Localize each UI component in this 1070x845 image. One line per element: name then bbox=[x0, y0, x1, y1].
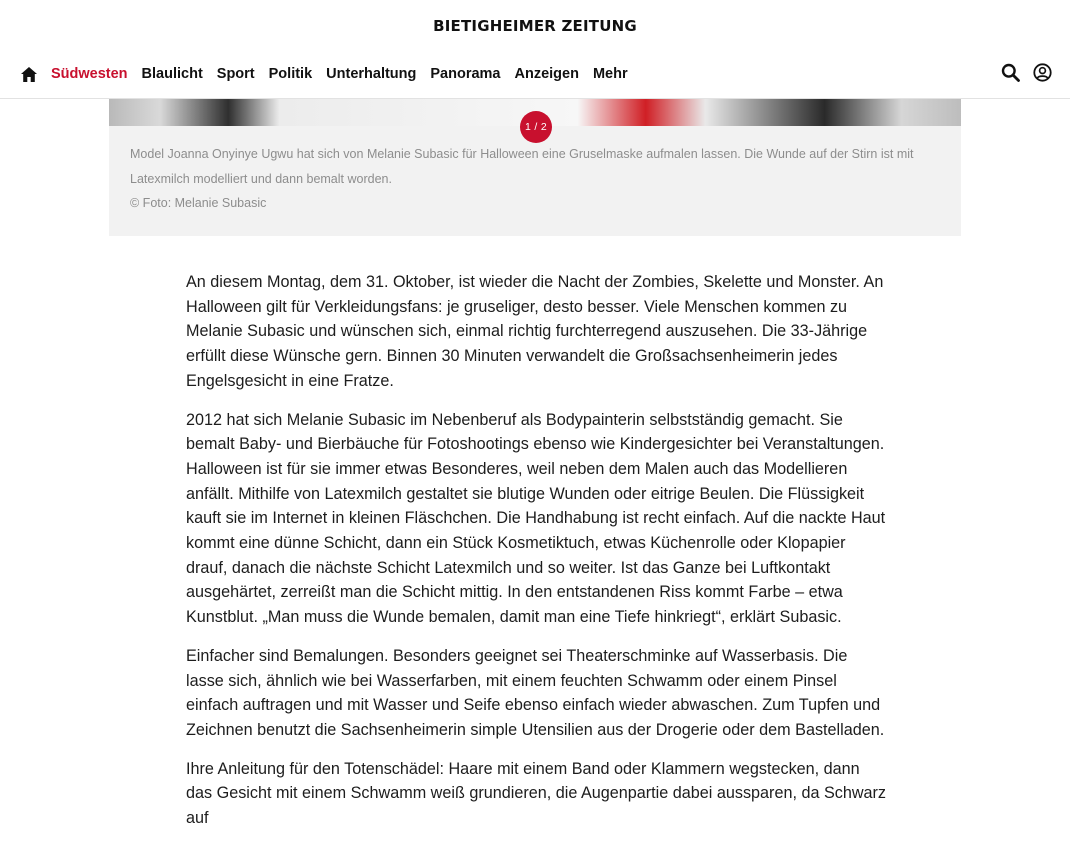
article-paragraph: Ihre Anleitung für den Totenschädel: Haare mit einem Band oder Klammern wegstecken, dann das Gesicht mit einem Schwamm weiß grundieren, die Augenpartie dabei aussparen, da Schwarz auf bbox=[186, 759, 887, 828]
nav-item-sport[interactable]: Sport bbox=[216, 66, 255, 82]
nav-item-unterhaltung[interactable]: Unterhaltung bbox=[326, 66, 417, 82]
article-paragraph: 2012 hat sich Melanie Subasic im Nebenberuf als Bodypainterin selbstständig gemacht. Sie bemalt Baby- und Bierbäuche für Fotoshootings ebenso wie Kindergesichter bei Veranstaltungen. Halloween ist für sie immer etwas Besonderes, weil neben dem Malen auch das Modellieren anfällt. Mithilfe von Latexmilch gestaltet sie blutige Wunden oder eitrige Beulen. Die Flüssigkeit kauft sie im Internet in kleinen Fläschchen. Die Handhabung ist recht einfach. Auf die nackte Haut kommt eine dünne Schicht, dann ein Stück Kosmetiktuch, etwas Küchenrolle oder Klopapier drauf, danach die nächste Schicht Latexmilch und so weiter. Ist das Ganze bei Luftkontakt ausgehärtet, zerreißt man die Schicht mittig. In den entstandenen Riss kommt Farbe – etwa Kunstblut. „Man muss die Wunde bemalen, damit man eine Tiefe hinkriegt“, erklärt Subasic. bbox=[186, 410, 886, 627]
user-account-icon[interactable] bbox=[1033, 63, 1052, 82]
article-body bbox=[186, 270, 888, 845]
search-icon[interactable] bbox=[1001, 63, 1020, 82]
site-header bbox=[0, 0, 1070, 99]
nav-item-panorama[interactable]: Panorama bbox=[430, 66, 501, 82]
nav-item-suedwesten[interactable]: Südwesten bbox=[51, 66, 128, 82]
photo-credit: © Foto: Melanie Subasic bbox=[130, 196, 267, 210]
nav-item-politik[interactable]: Politik bbox=[268, 66, 313, 82]
nav-item-anzeigen[interactable]: Anzeigen bbox=[514, 66, 579, 82]
nav-item-blaulicht[interactable]: Blaulicht bbox=[141, 66, 203, 82]
gallery-counter: 1 / 2 bbox=[520, 111, 552, 143]
image-caption: Model Joanna Onyinye Ugwu hat sich von Melanie Subasic für Halloween eine Gruselmaske aufmalen lassen. Die Wunde auf der Stirn ist mit Latexmilch modelliert und dann bemalt worden. bbox=[130, 147, 914, 186]
home-icon[interactable] bbox=[20, 66, 38, 83]
article-paragraph: Einfacher sind Bemalungen. Besonders geeignet sei Theaterschminke auf Wasserbasis. Die lasse sich, ähnlich wie bei Wasserfarben, mit einem feuchten Schwamm oder einem Pinsel einfach auftragen und mit Wasser und Seife ebenso einfach wieder abwaschen. Zum Tupfen und Zeichnen benutzt die Sachsenheimerin simple Utensilien aus der Drogerie oder dem Bastelladen. bbox=[186, 646, 885, 739]
site-logo[interactable]: BIETIGHEIMER ZEITUNG bbox=[433, 17, 637, 35]
header-tools bbox=[988, 63, 1052, 82]
nav-item-mehr[interactable]: Mehr bbox=[592, 66, 628, 82]
article-paragraph: An diesem Montag, dem 31. Oktober, ist wieder die Nacht der Zombies, Skelette und Monster. An Halloween gilt für Verkleidungsfans: je gruseliger, desto besser. Viele Menschen kommen zu Melanie Subasic und wünschen sich, einmal richtig furchterregend auszusehen. Die 33-Jährige erfüllt diese Wünsche gern. Binnen 30 Minuten verwandelt die Großsachsenheimerin jedes Engelsgesicht in eine Fratze. bbox=[186, 273, 884, 390]
main-nav bbox=[20, 62, 642, 86]
